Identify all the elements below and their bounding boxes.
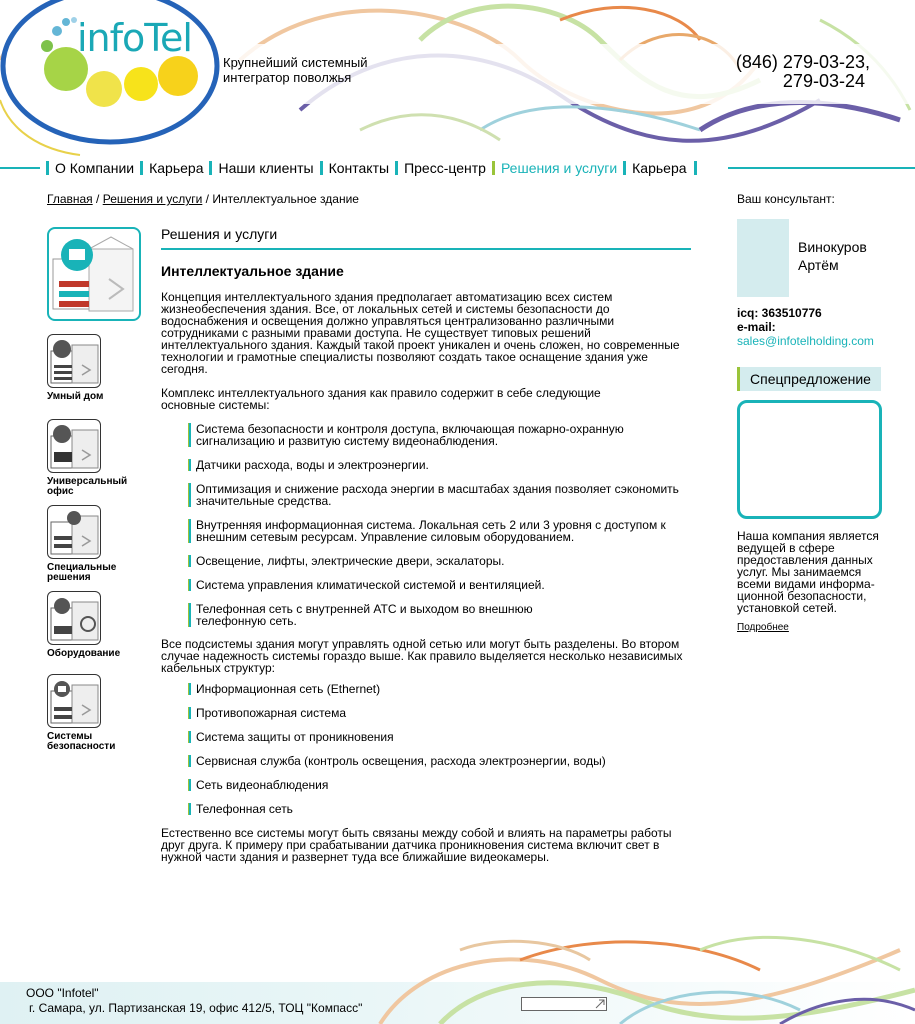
main-content — [161, 226, 691, 863]
menu-label-line: Специальные — [47, 562, 117, 573]
menu-item-universal-office[interactable] — [47, 419, 147, 497]
logo[interactable] — [0, 0, 225, 150]
menu-label-line: офис — [47, 486, 74, 497]
office-icon — [47, 419, 101, 473]
menu-item-special-solutions[interactable] — [47, 505, 147, 583]
list-item: Телефонная сеть — [188, 803, 691, 815]
nav-item-solutions[interactable]: Решения и услуги — [492, 161, 623, 175]
list-item: Внутренняя информационная система. Локальная сеть 2 или 3 уровня с доступом к внешним сетевым ресурсам. Управление силовым оборудованием. — [188, 519, 678, 543]
subsystems-paragraph: Все подсистемы здания могут управлять одной сетью или могут быть разделены. Во втором случае надежность системы гораздо выше. Как правило выделяется несколько независимых кабельных структур: — [161, 637, 683, 675]
breadcrumb-separator: / — [96, 192, 100, 206]
menu-label — [47, 563, 147, 583]
special-solutions-icon — [47, 505, 101, 559]
main-nav — [0, 158, 915, 178]
consultant-heading: Ваш консультант: — [737, 192, 835, 206]
list-item: Система защиты от проникновения — [188, 731, 691, 743]
company-name: ООО "Infotel" — [26, 986, 99, 1000]
consultant-icq: icq: 363510776 — [737, 306, 822, 320]
tagline-line: Крупнейший системный — [223, 55, 368, 70]
menu-item-equipment[interactable] — [47, 591, 147, 659]
consultant-email-link[interactable]: sales@infotelholding.com — [737, 334, 874, 348]
tagline — [223, 55, 413, 85]
special-offer-text: Наша компания является ведущей в сфере предоставления данных услуг. Мы занимаемся всеми видами информа-ционной безопасности, установкой сетей. — [737, 529, 879, 615]
menu-label: Умный дом — [47, 391, 104, 402]
breadcrumb-separator: / — [205, 192, 210, 206]
list-item: Система безопасности и контроля доступа, включающая пожарно-охранную сигнализацию и развитую систему видеонаблюдения. — [188, 423, 648, 447]
consultant-name — [798, 238, 888, 274]
logo-text: infoTel — [77, 16, 192, 60]
equipment-icon — [47, 591, 101, 645]
nav-divider — [0, 167, 40, 169]
arrow-icon — [522, 998, 606, 1010]
nav-separator — [694, 161, 697, 175]
list-item: Телефонная сеть с внутренней АТС и выходом во внешнюю телефонную сеть. — [188, 603, 548, 627]
list-item: Сеть видеонаблюдения — [188, 779, 691, 791]
page-title: Интеллектуальное здание — [161, 263, 344, 279]
breadcrumb-section[interactable]: Решения и услуги — [102, 192, 203, 206]
menu-item-smart-home[interactable] — [47, 334, 147, 402]
menu-label-line: Системы — [47, 731, 93, 742]
email-label: e-mail: — [737, 320, 776, 334]
outro-paragraph: Естественно все системы могут быть связаны между собой и влиять на параметры работы друг друга. К примеру при срабатывании датчика проникновения система включит свет в нужной части здания и развернет туда все ближайшие видеокамеры. — [161, 826, 672, 864]
nav-item-clients[interactable]: Наши клиенты — [209, 161, 319, 175]
intelligent-building-tile — [47, 227, 141, 321]
list-item: Освещение, лифты, электрические двери, эскалаторы. — [188, 555, 691, 567]
menu-label-line: решения — [47, 572, 91, 583]
list-item: Датчики расхода, воды и электроэнергии. — [188, 459, 691, 471]
menu-label — [47, 477, 147, 497]
nav-items — [46, 158, 697, 178]
special-offer-box[interactable] — [737, 400, 882, 519]
special-offer-heading: Спецпредложение — [737, 367, 881, 391]
right-column — [737, 192, 897, 633]
menu-label-line: безопасности — [47, 741, 116, 752]
list-item: Оптимизация и снижение расхода энергии в масштабах здания позволяет сэкономить значительные средства. — [188, 483, 691, 507]
list-item: Противопожарная система — [188, 707, 691, 719]
phone-numbers — [735, 53, 870, 91]
list-item: Информационная сеть (Ethernet) — [188, 683, 691, 695]
footer-counter-widget[interactable] — [521, 997, 607, 1011]
breadcrumb-home[interactable]: Главная — [47, 192, 93, 206]
systems-list — [188, 423, 691, 627]
menu-item-security-systems[interactable] — [47, 674, 147, 752]
menu-label — [47, 732, 147, 752]
building-icon — [49, 229, 139, 319]
consultant-contacts — [737, 306, 907, 348]
list-item: Сервисная служба (контроль освещения, расхода электроэнергии, воды) — [188, 755, 691, 767]
smart-home-icon — [47, 334, 101, 388]
phone-line: (846) 279-03-23, — [735, 52, 870, 72]
footer — [0, 930, 915, 1024]
consultant-last-name: Артём — [798, 257, 839, 273]
nav-divider — [728, 167, 915, 169]
nav-item-career-2[interactable]: Карьера — [623, 161, 692, 175]
breadcrumb — [47, 192, 359, 206]
breadcrumb-current: Интеллектуальное здание — [212, 192, 359, 206]
list-item: Система управления климатической системой и вентиляцией. — [188, 579, 691, 591]
company-address: г. Самара, ул. Партизанская 19, офис 412/5, ТОЦ "Компасс" — [29, 1001, 363, 1015]
consultant-photo — [737, 219, 789, 297]
systems-intro-paragraph: Комплекс интеллектуального здания как правило содержит в себе следующие основные системы: — [161, 386, 601, 412]
header — [0, 0, 915, 160]
phone-line: 279-03-24 — [782, 71, 865, 91]
cable-structures-list — [188, 683, 691, 815]
consultant-first-name: Винокуров — [798, 239, 867, 255]
tagline-line: интегратор поволжья — [223, 70, 352, 85]
more-link[interactable]: Подробнее — [737, 622, 789, 633]
nav-item-company[interactable]: О Компании — [46, 161, 140, 175]
nav-item-press[interactable]: Пресс-центр — [395, 161, 492, 175]
menu-label-line: Универсальный — [47, 476, 128, 487]
nav-item-career[interactable]: Карьера — [140, 161, 209, 175]
intro-paragraph: Концепция интеллектуального здания предполагает автоматизацию всех систем жизнеобеспечения здания. Все, от локальных сетей и системы безопасности до водоснабжения и освещения должно управляться централизованно различными сотрудниками с разными правами доступа. Не существует типовых решений интеллектуального здания. Каждый такой проект уникален и очень сложен, но современные технологии и грамотные специалисты позволяют создать такое оснащение здания уже сегодня. — [161, 290, 680, 376]
menu-label: Оборудование — [47, 648, 121, 659]
solutions-menu — [47, 227, 147, 752]
section-title: Решения и услуги — [161, 226, 691, 250]
security-icon — [47, 674, 101, 728]
nav-item-contacts[interactable]: Контакты — [320, 161, 395, 175]
